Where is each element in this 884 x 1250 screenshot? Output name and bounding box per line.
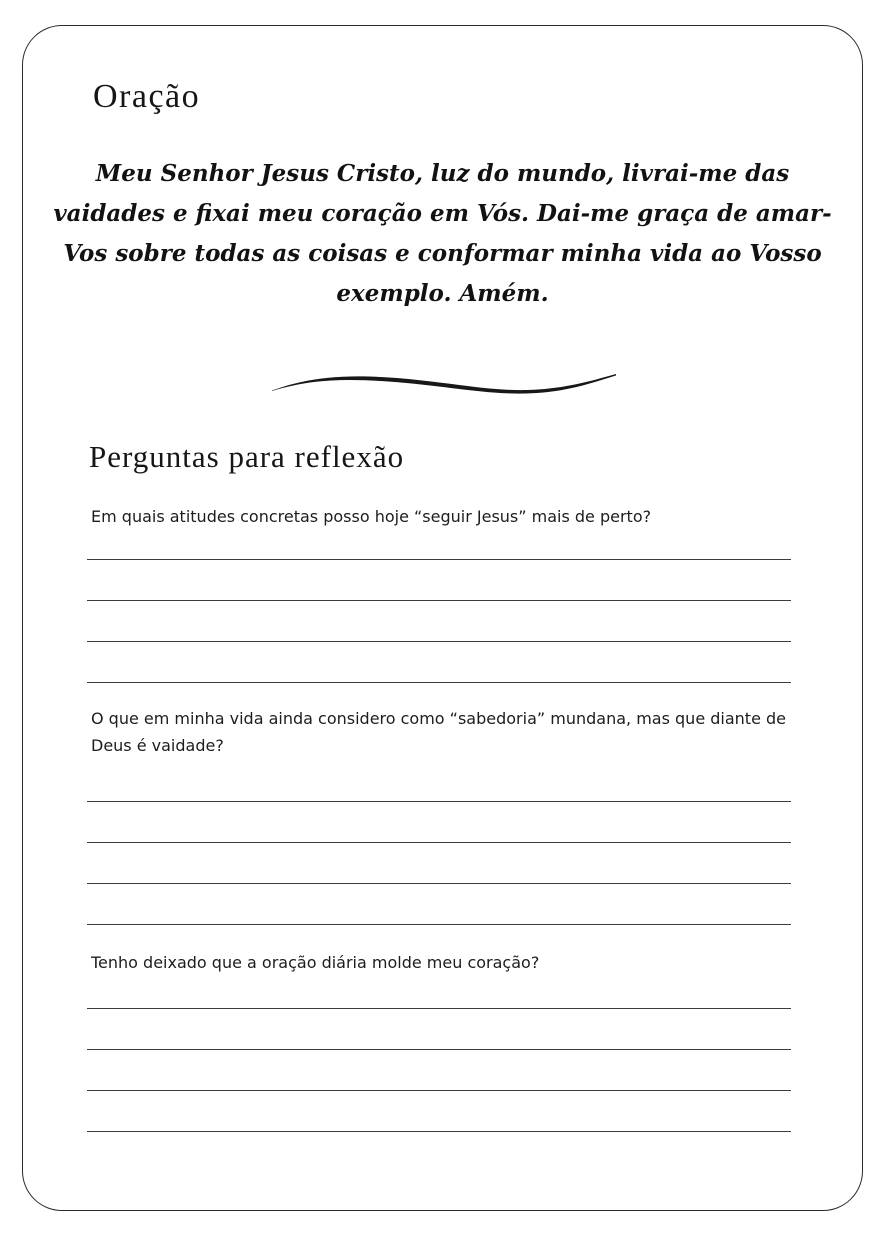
answer-lines-3 (87, 968, 791, 1132)
answer-line (87, 884, 791, 925)
brush-stroke-divider-icon (269, 366, 619, 400)
answer-line (87, 843, 791, 884)
answer-line (87, 968, 791, 1009)
answer-line (87, 642, 791, 683)
answer-line (87, 601, 791, 642)
prayer-line: Vos sobre todas as coisas e conformar minha vida ao Vosso (63, 240, 822, 267)
answer-line (87, 519, 791, 560)
question-text-1: Em quais atitudes concretas posso hoje “seguir Jesus” mais de perto? (91, 507, 652, 526)
answer-line (87, 1050, 791, 1091)
answer-line (87, 560, 791, 601)
prayer-line: exemplo. Amém. (336, 280, 549, 307)
worksheet-page (22, 25, 863, 1211)
prayer-line: Meu Senhor Jesus Cristo, luz do mundo, livrai-me das (95, 160, 790, 187)
prayer-section-title: Oração (93, 78, 201, 115)
answer-line (87, 802, 791, 843)
prayer-line: vaidades e fixai meu coração em Vós. Dai-me graça de amar- (53, 200, 832, 227)
question-text-2: O que em minha vida ainda considero como “sabedoria” mundana, mas que diante de Deus é vaidade? (91, 709, 786, 755)
reflection-section-title: Perguntas para reflexão (89, 439, 405, 474)
question-text-3: Tenho deixado que a oração diária molde meu coração? (91, 953, 540, 972)
answer-line (87, 1091, 791, 1132)
answer-line (87, 1009, 791, 1050)
answer-lines-1 (87, 519, 791, 683)
answer-line (87, 761, 791, 802)
prayer-text (43, 154, 842, 314)
answer-lines-2 (87, 761, 791, 925)
